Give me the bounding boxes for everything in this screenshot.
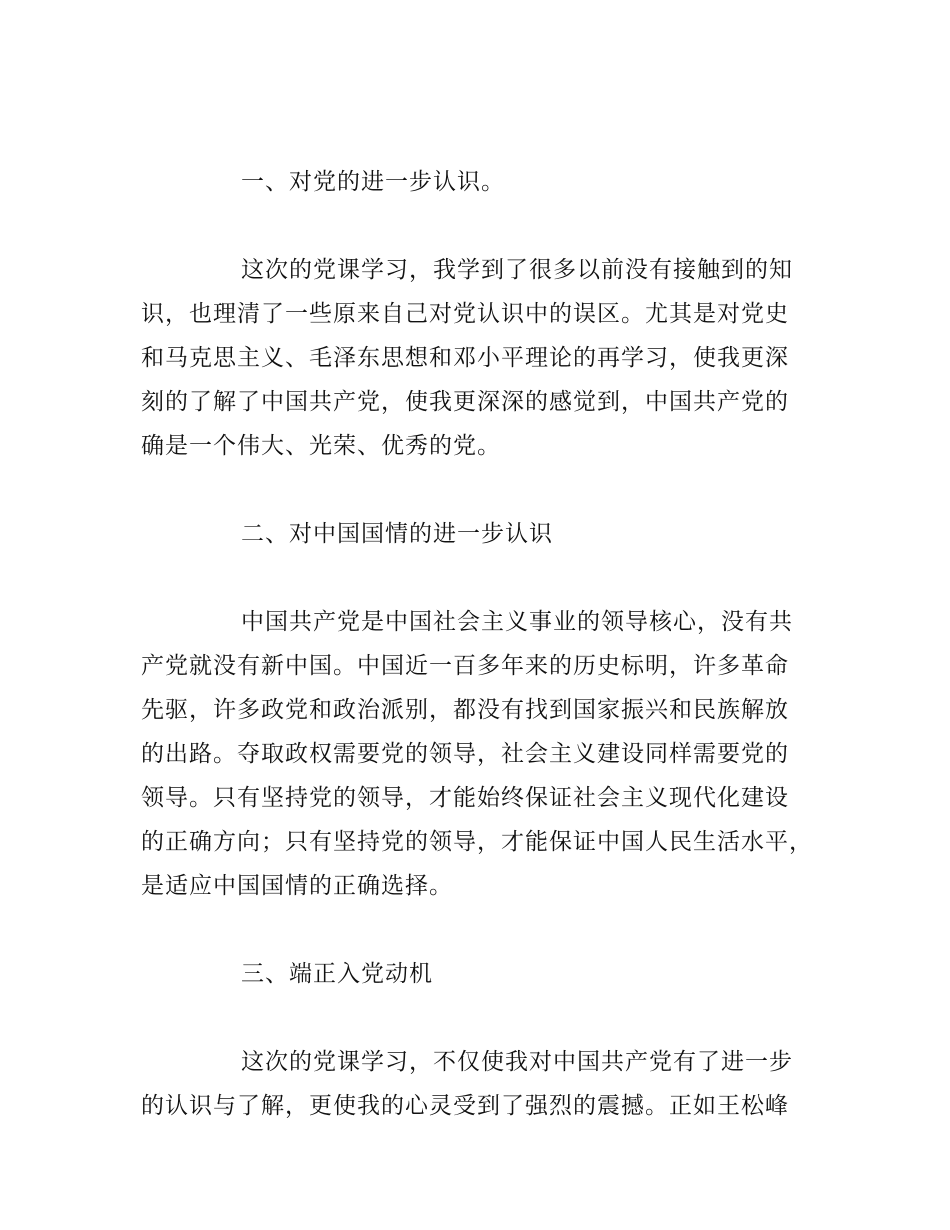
section-paragraph-3	[141, 1040, 821, 1128]
paragraph-line: 中国共产党是中国社会主义事业的领导核心，没有共	[241, 609, 793, 635]
paragraph-spacer	[141, 556, 821, 600]
paragraph-line: 和马克思主义、毛泽东思想和邓小平理论的再学习，使我更深	[141, 345, 789, 371]
paragraph-line: 的出路。夺取政权需要党的领导，社会主义建设同样需要党的	[141, 741, 789, 767]
section-heading-1: 一、对党的进一步认识。	[241, 169, 505, 195]
section-heading-2: 二、对中国国情的进一步认识	[241, 521, 553, 547]
section-heading-3: 三、端正入党动机	[241, 961, 433, 987]
paragraph-line: 这次的党课学习，不仅使我对中国共产党有了进一步	[241, 1049, 793, 1075]
paragraph-line: 领导。只有坚持党的领导，才能始终保证社会主义现代化建设	[141, 785, 789, 811]
paragraph-line: 这次的党课学习，我学到了很多以前没有接触到的知	[241, 257, 793, 283]
document-body	[141, 160, 821, 1128]
paragraph-spacer	[141, 204, 821, 248]
paragraph-line: 的正确方向；只有坚持党的领导，才能保证中国人民生活水平，	[141, 829, 813, 855]
section-paragraph-1	[141, 248, 821, 468]
paragraph-line: 是适应中国国情的正确选择。	[141, 873, 453, 899]
paragraph-spacer	[141, 468, 821, 512]
section-paragraph-2	[141, 600, 821, 908]
paragraph-spacer	[141, 908, 821, 952]
paragraph-line: 确是一个伟大、光荣、优秀的党。	[141, 433, 501, 459]
paragraph-line: 的认识与了解，更使我的心灵受到了强烈的震撼。正如王松峰	[141, 1093, 789, 1119]
paragraph-line: 刻的了解了中国共产党，使我更深深的感觉到，中国共产党的	[141, 389, 789, 415]
paragraph-line: 产党就没有新中国。中国近一百多年来的历史标明，许多革命	[141, 653, 789, 679]
paragraph-line: 识，也理清了一些原来自己对党认识中的误区。尤其是对党史	[141, 301, 789, 327]
paragraph-line: 先驱，许多政党和政治派别，都没有找到国家振兴和民族解放	[141, 697, 789, 723]
paragraph-spacer	[141, 996, 821, 1040]
